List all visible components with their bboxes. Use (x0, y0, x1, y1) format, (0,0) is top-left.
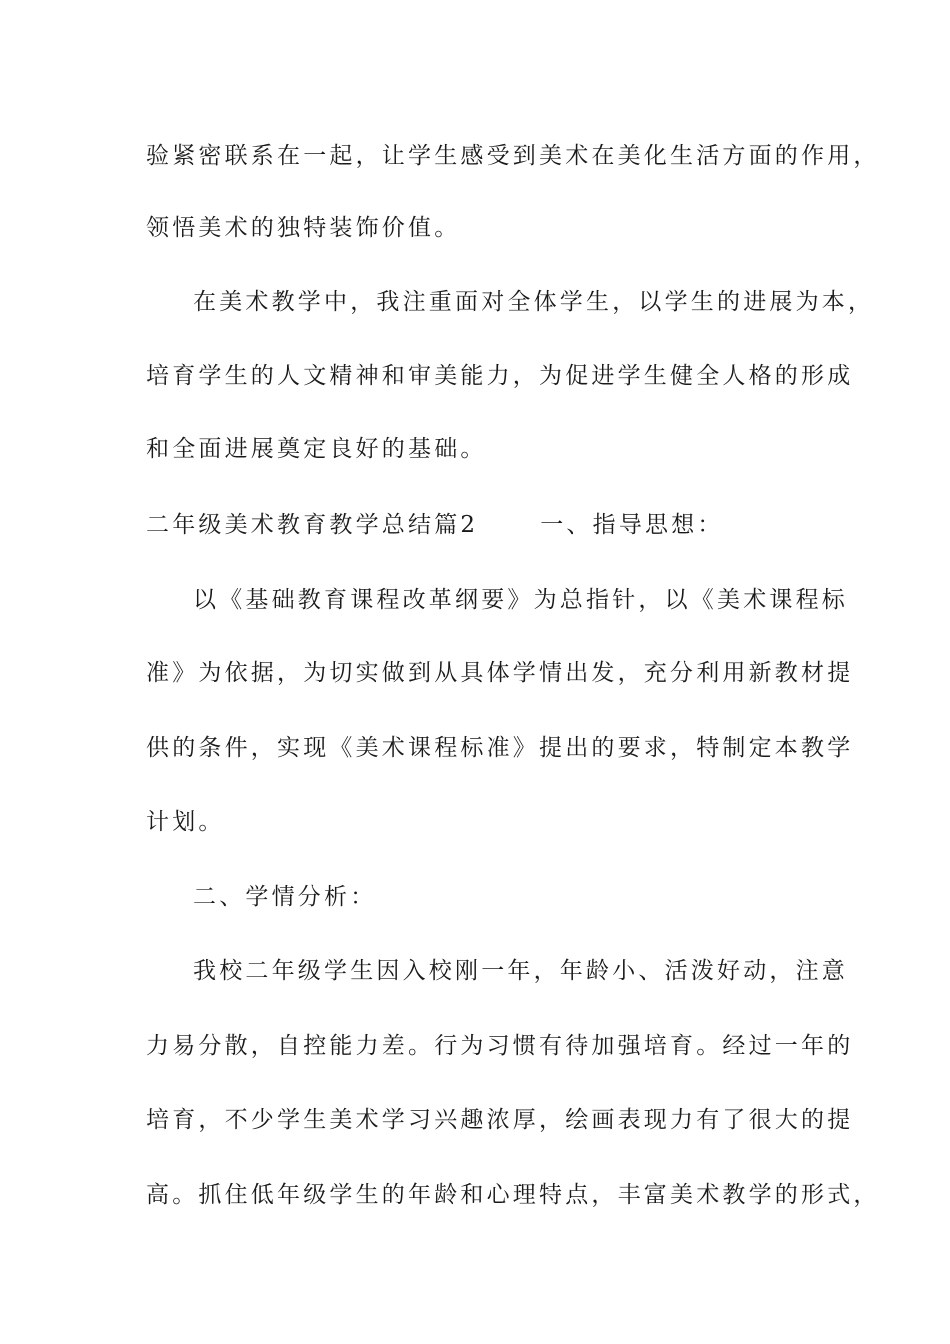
paragraph-line: 力易分散，自控能力差。行为习惯有待加强培育。经过一年的 (146, 1033, 854, 1059)
paragraph-line: 领悟美术的独特装饰价值。 (146, 215, 461, 241)
paragraph-line: 高。抓住低年级学生的年龄和心理特点，丰富美术教学的形式， (146, 1182, 880, 1208)
paragraph-line: 计划。 (146, 809, 225, 835)
subsection-heading: 二、学情分析： (193, 884, 377, 910)
paragraph-line: 我校二年级学生因入校刚一年，年龄小、活泼好动，注意 (193, 958, 848, 984)
section-title: 二年级美术教育教学总结篇2 (146, 512, 479, 538)
section-subtitle: 一、指导思想： (540, 512, 724, 538)
section-heading (146, 510, 724, 540)
paragraph-line: 培育，不少学生美术学习兴趣浓厚，绘画表现力有了很大的提 (146, 1107, 854, 1133)
paragraph-line: 和全面进展奠定良好的基础。 (146, 436, 487, 462)
paragraph-line: 供的条件，实现《美术课程标准》提出的要求，特制定本教学 (146, 735, 854, 761)
paragraph-line: 培育学生的人文精神和审美能力，为促进学生健全人格的形成 (146, 363, 854, 389)
paragraph-line: 以《基础教育课程改革纲要》为总指针，以《美术课程标 (193, 587, 848, 613)
paragraph-line: 验紧密联系在一起，让学生感受到美术在美化生活方面的作用， (146, 143, 880, 169)
paragraph-line: 准》为依据，为切实做到从具体学情出发，充分利用新教材提 (146, 660, 854, 686)
paragraph-line: 在美术教学中，我注重面对全体学生，以学生的进展为本， (193, 289, 875, 315)
